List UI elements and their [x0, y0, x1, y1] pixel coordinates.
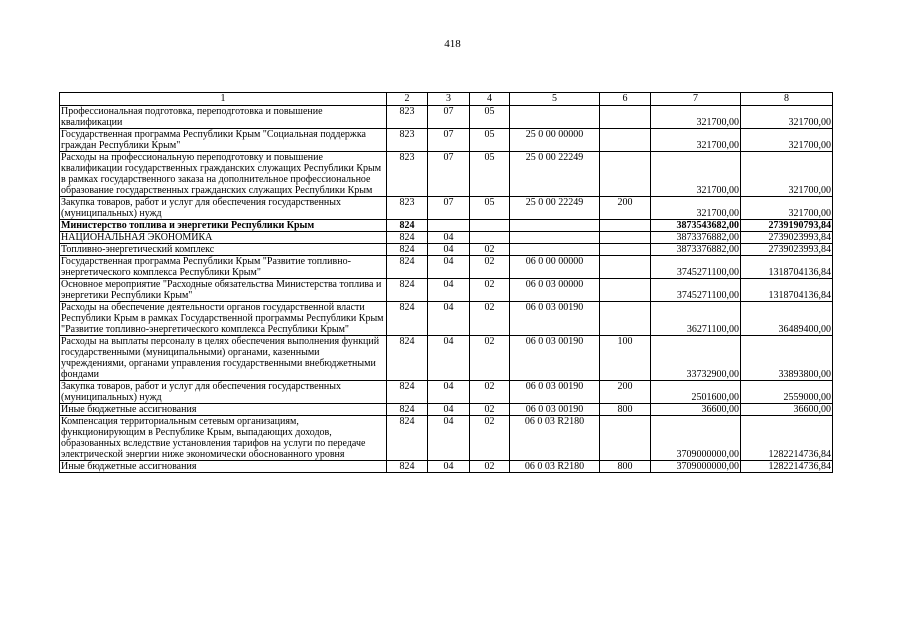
column-header-7: 7 [651, 93, 741, 106]
expense-type-cell: 800 [600, 404, 651, 416]
item-name-cell: Расходы на выплаты персоналу в целях обеспечения выполнения функций государственными (муниципальными) органами, казенными учреждениями, органами управления государственными внебюджетными фондами [60, 336, 387, 381]
amount-year-2-cell: 1282214736,84 [741, 461, 833, 473]
amount-year-2-cell: 2559000,00 [741, 381, 833, 404]
ministry-code-cell: 824 [387, 279, 428, 302]
ministry-code-cell: 824 [387, 244, 428, 256]
column-header-5: 5 [510, 93, 600, 106]
subsection-code-cell [470, 220, 510, 232]
amount-year-2-cell: 321700,00 [741, 152, 833, 197]
section-code-cell: 04 [428, 302, 470, 336]
table-row [60, 404, 833, 416]
amount-year-2-cell: 321700,00 [741, 197, 833, 220]
target-article-cell: 25 0 00 22249 [510, 152, 600, 197]
amount-year-2-cell: 36489400,00 [741, 302, 833, 336]
amount-year-2-cell: 1318704136,84 [741, 279, 833, 302]
table-row [60, 106, 833, 129]
column-header-4: 4 [470, 93, 510, 106]
ministry-code-cell: 823 [387, 197, 428, 220]
amount-year-2-cell: 321700,00 [741, 129, 833, 152]
table-row [60, 220, 833, 232]
target-article-cell [510, 232, 600, 244]
item-name-cell: НАЦИОНАЛЬНАЯ ЭКОНОМИКА [60, 232, 387, 244]
ministry-code-cell: 824 [387, 256, 428, 279]
target-article-cell: 06 0 03 R2180 [510, 461, 600, 473]
section-code-cell: 04 [428, 404, 470, 416]
ministry-code-cell: 824 [387, 381, 428, 404]
expense-type-cell: 100 [600, 336, 651, 381]
expense-type-cell [600, 302, 651, 336]
expense-type-cell [600, 220, 651, 232]
amount-year-1-cell: 33732900,00 [651, 336, 741, 381]
subsection-code-cell: 05 [470, 197, 510, 220]
table-row [60, 152, 833, 197]
target-article-cell: 06 0 03 R2180 [510, 416, 600, 461]
table-row [60, 244, 833, 256]
amount-year-1-cell: 2501600,00 [651, 381, 741, 404]
table-row [60, 256, 833, 279]
expense-type-cell [600, 416, 651, 461]
target-article-cell: 06 0 03 00190 [510, 336, 600, 381]
expense-type-cell: 200 [600, 381, 651, 404]
amount-year-2-cell: 2739023993,84 [741, 232, 833, 244]
item-name-cell: Закупка товаров, работ и услуг для обеспечения государственных (муниципальных) нужд [60, 197, 387, 220]
amount-year-2-cell: 2739190793,84 [741, 220, 833, 232]
ministry-code-cell: 823 [387, 129, 428, 152]
section-code-cell: 04 [428, 416, 470, 461]
item-name-cell: Компенсация территориальным сетевым организациям, функционирующим в Республике Крым, выпадающих доходов, образованных вследствие установления тарифов на услуги по передаче электрической энергии ниже экономически обоснованного уровня [60, 416, 387, 461]
expense-type-cell [600, 129, 651, 152]
ministry-code-cell: 824 [387, 232, 428, 244]
amount-year-1-cell: 321700,00 [651, 129, 741, 152]
table-row [60, 232, 833, 244]
column-header-6: 6 [600, 93, 651, 106]
amount-year-2-cell: 33893800,00 [741, 336, 833, 381]
expense-type-cell [600, 256, 651, 279]
item-name-cell: Иные бюджетные ассигнования [60, 404, 387, 416]
subsection-code-cell: 02 [470, 381, 510, 404]
target-article-cell: 06 0 03 00190 [510, 302, 600, 336]
target-article-cell: 06 0 03 00190 [510, 381, 600, 404]
table-row [60, 416, 833, 461]
item-name-cell: Закупка товаров, работ и услуг для обеспечения государственных (муниципальных) нужд [60, 381, 387, 404]
target-article-cell [510, 220, 600, 232]
table-row [60, 302, 833, 336]
section-code-cell: 07 [428, 197, 470, 220]
target-article-cell [510, 106, 600, 129]
item-name-cell: Расходы на обеспечение деятельности органов государственной власти Республики Крым в рамках Государственной программы Республики Крым "Развитие топливно-энергетического комплекса Республики Крым" [60, 302, 387, 336]
section-code-cell: 07 [428, 152, 470, 197]
amount-year-2-cell: 36600,00 [741, 404, 833, 416]
item-name-cell: Государственная программа Республики Крым "Развитие топливно-энергетического комплекса Республики Крым" [60, 256, 387, 279]
section-code-cell: 04 [428, 336, 470, 381]
item-name-cell: Расходы на профессиональную переподготовку и повышение квалификации государственных гражданских служащих Республики Крым в рамках государственного заказа на дополнительное профессиональное образование государственных гражданских служащих Республики Крым [60, 152, 387, 197]
section-code-cell: 07 [428, 106, 470, 129]
subsection-code-cell [470, 232, 510, 244]
table-row [60, 129, 833, 152]
amount-year-1-cell: 36271100,00 [651, 302, 741, 336]
expense-type-cell [600, 279, 651, 302]
column-header-8: 8 [741, 93, 833, 106]
amount-year-1-cell: 3873543682,00 [651, 220, 741, 232]
expense-type-cell: 800 [600, 461, 651, 473]
table-row [60, 336, 833, 381]
subsection-code-cell: 02 [470, 336, 510, 381]
item-name-cell: Топливно-энергетический комплекс [60, 244, 387, 256]
expense-type-cell [600, 152, 651, 197]
subsection-code-cell: 05 [470, 152, 510, 197]
item-name-cell: Иные бюджетные ассигнования [60, 461, 387, 473]
table-row [60, 279, 833, 302]
target-article-cell: 06 0 03 00000 [510, 279, 600, 302]
amount-year-2-cell: 1318704136,84 [741, 256, 833, 279]
item-name-cell: Профессиональная подготовка, переподготовка и повышение квалификации [60, 106, 387, 129]
ministry-code-cell: 824 [387, 461, 428, 473]
section-code-cell: 04 [428, 244, 470, 256]
column-header-2: 2 [387, 93, 428, 106]
target-article-cell: 25 0 00 00000 [510, 129, 600, 152]
ministry-code-cell: 824 [387, 404, 428, 416]
section-code-cell: 04 [428, 381, 470, 404]
item-name-cell: Государственная программа Республики Крым "Социальная поддержка граждан Республики Крым" [60, 129, 387, 152]
subsection-code-cell: 02 [470, 404, 510, 416]
column-header-3: 3 [428, 93, 470, 106]
subsection-code-cell: 05 [470, 106, 510, 129]
amount-year-2-cell: 1282214736,84 [741, 416, 833, 461]
subsection-code-cell: 02 [470, 244, 510, 256]
table-header-row [60, 93, 833, 106]
table-row [60, 197, 833, 220]
subsection-code-cell: 02 [470, 416, 510, 461]
amount-year-1-cell: 3745271100,00 [651, 256, 741, 279]
target-article-cell: 06 0 03 00190 [510, 404, 600, 416]
section-code-cell: 04 [428, 279, 470, 302]
amount-year-1-cell: 3873376882,00 [651, 232, 741, 244]
section-code-cell [428, 220, 470, 232]
ministry-code-cell: 823 [387, 152, 428, 197]
amount-year-1-cell: 3709000000,00 [651, 461, 741, 473]
subsection-code-cell: 02 [470, 461, 510, 473]
ministry-code-cell: 823 [387, 106, 428, 129]
table-row [60, 381, 833, 404]
item-name-cell: Министерство топлива и энергетики Республики Крым [60, 220, 387, 232]
target-article-cell [510, 244, 600, 256]
subsection-code-cell: 02 [470, 279, 510, 302]
amount-year-1-cell: 3873376882,00 [651, 244, 741, 256]
budget-table [59, 92, 833, 473]
amount-year-2-cell: 2739023993,84 [741, 244, 833, 256]
ministry-code-cell: 824 [387, 416, 428, 461]
amount-year-1-cell: 321700,00 [651, 152, 741, 197]
amount-year-1-cell: 36600,00 [651, 404, 741, 416]
amount-year-1-cell: 321700,00 [651, 197, 741, 220]
amount-year-1-cell: 3745271100,00 [651, 279, 741, 302]
item-name-cell: Основное мероприятие "Расходные обязательства Министерства топлива и энергетики Республики Крым" [60, 279, 387, 302]
section-code-cell: 04 [428, 232, 470, 244]
expense-type-cell: 200 [600, 197, 651, 220]
subsection-code-cell: 02 [470, 256, 510, 279]
amount-year-1-cell: 321700,00 [651, 106, 741, 129]
expense-type-cell [600, 244, 651, 256]
page-number: 418 [444, 38, 461, 50]
ministry-code-cell: 824 [387, 302, 428, 336]
section-code-cell: 04 [428, 256, 470, 279]
ministry-code-cell: 824 [387, 336, 428, 381]
amount-year-1-cell: 3709000000,00 [651, 416, 741, 461]
ministry-code-cell: 824 [387, 220, 428, 232]
section-code-cell: 04 [428, 461, 470, 473]
target-article-cell: 25 0 00 22249 [510, 197, 600, 220]
expense-type-cell [600, 232, 651, 244]
target-article-cell: 06 0 00 00000 [510, 256, 600, 279]
subsection-code-cell: 02 [470, 302, 510, 336]
amount-year-2-cell: 321700,00 [741, 106, 833, 129]
section-code-cell: 07 [428, 129, 470, 152]
table-row [60, 461, 833, 473]
subsection-code-cell: 05 [470, 129, 510, 152]
column-header-1: 1 [60, 93, 387, 106]
expense-type-cell [600, 106, 651, 129]
